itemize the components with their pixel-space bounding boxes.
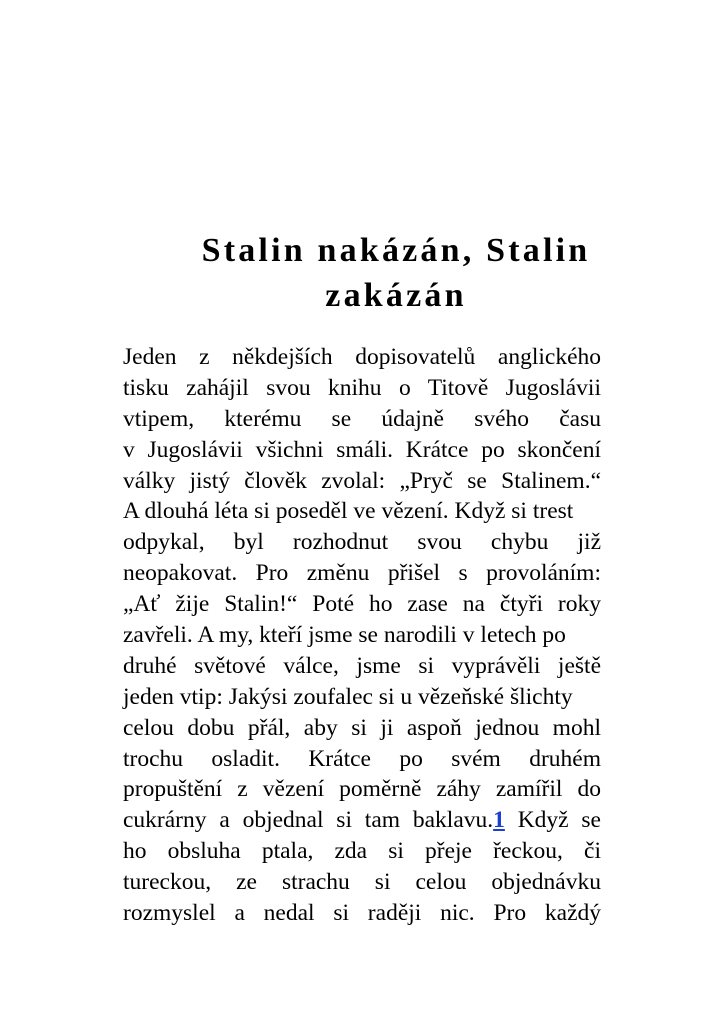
text-line: jeden vtip: Jakýsi zoufalec si u vězeňské šlichty (123, 683, 573, 710)
text-line: vtipem, kterému se údajně svého času (123, 405, 601, 432)
text-line: „Ať žije Stalin!“ Poté ho zase na čtyři roky (123, 591, 601, 618)
text-line: rozmyslel a nedal si raději nic. Pro každý (123, 900, 601, 927)
chapter-title-line-2: zakázán (325, 277, 467, 314)
text-line: A dlouhá léta si poseděl ve vězení. Když si trest (123, 498, 574, 525)
body-paragraph (123, 342, 601, 929)
text-line: v Jugoslávii všichni smáli. Krátce po skončení (123, 436, 601, 463)
text-segment: Když se (504, 807, 601, 834)
text-line: tureckou, ze strachu si celou objednávku (123, 869, 601, 896)
text-line: zavřeli. A my, kteří jsme se narodili v letech po (123, 622, 566, 649)
text-line: války jistý člověk zvolal: „Pryč se Stalinem.“ (123, 467, 601, 494)
text-line-with-footnote (123, 805, 601, 836)
text-line: celou dobu přál, aby si ji aspoň jednou mohl (123, 714, 601, 741)
text-line: neopakovat. Pro změnu přišel s provoláním: (123, 560, 601, 587)
text-line: trochu osladit. Krátce po svém druhém (123, 745, 601, 772)
chapter-title (190, 228, 602, 318)
text-line: odpykal, byl rozhodnut svou chybu již (123, 529, 601, 556)
chapter-title-line-1: Stalin nakázán, Stalin (201, 232, 591, 269)
text-line: tisku zahájil svou knihu o Titově Jugoslávii (123, 374, 601, 401)
text-line: Jeden z někdejších dopisovatelů anglického (123, 344, 601, 370)
text-segment: cukrárny a objednal si tam baklavu. (123, 807, 494, 834)
text-line: ho obsluha ptala, zda si přeje řeckou, či (123, 838, 601, 865)
text-line: propuštění z vězení poměrně záhy zamířil do (123, 776, 601, 803)
text-line: druhé světové válce, jsme si vyprávěli ještě (123, 652, 601, 679)
footnote-link[interactable]: 1 (493, 807, 505, 834)
